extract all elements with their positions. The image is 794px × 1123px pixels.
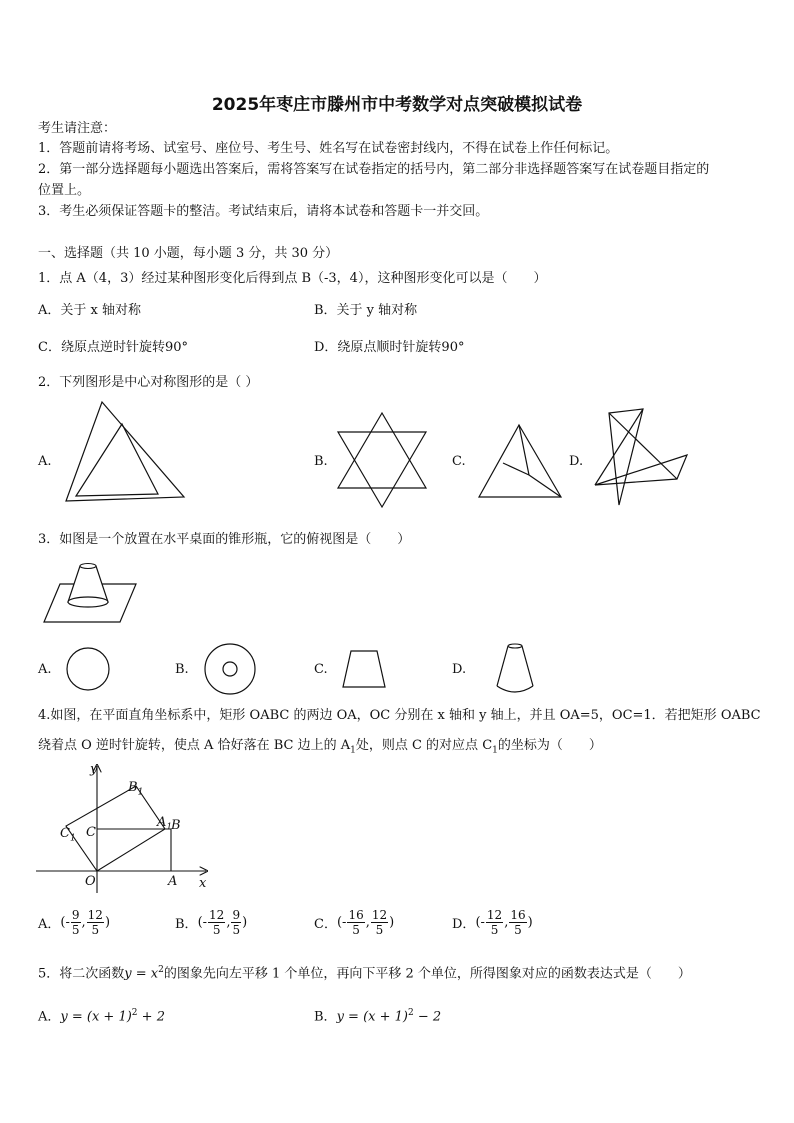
- q2-figure-d: [593, 409, 691, 507]
- notice-item-1: 1．答题前请将考场、试室号、座位号、考生号、姓名写在试卷密封线内，不得在试卷上作任何标记。: [38, 141, 619, 156]
- q4-label-b: B: [171, 818, 181, 833]
- q1-option-d[interactable]: D．绕原点顺时针旋转90°: [314, 340, 465, 355]
- q4-option-a[interactable]: A． ( - $\frac{9}{5}$ , $\frac{12}{5}$ ): [38, 908, 111, 937]
- q2-option-a-label[interactable]: A.: [38, 454, 52, 469]
- page-title: 2025年枣庄市滕州市中考数学对点突破模拟试卷: [211, 95, 583, 115]
- q4-label-o: O: [85, 874, 96, 889]
- q4-option-b[interactable]: B． ( - $\frac{12}{5}$ , $\frac{9}{5}$ ): [175, 908, 248, 937]
- q3-flask-figure: [40, 560, 140, 626]
- q1-option-b[interactable]: B．关于 y 轴对称: [314, 303, 418, 318]
- q3-option-d-label[interactable]: D.: [452, 662, 467, 677]
- notice-heading: 考生请注意：: [38, 121, 117, 136]
- q2-option-c-label[interactable]: C.: [452, 454, 466, 469]
- notice-item-2: 2．第一部分选择题每小题选出答案后，需将答案写在试卷指定的括号内，第二部分非选择题答案写在试卷题目指定的: [38, 162, 710, 177]
- q4-label-c1: $C_1$: [60, 826, 76, 844]
- q3-figure-d-frustum: [494, 642, 536, 696]
- q2-figure-a: [62, 402, 192, 502]
- q3-figure-b-rings: [204, 643, 256, 695]
- notice-item-3: 3．考生必须保证答题卡的整洁。考试结束后，请将本试卷和答题卡一并交回。: [38, 204, 489, 219]
- q2-stem: 2．下列图形是中心对称图形的是（ ）: [38, 375, 259, 390]
- q4-label-a: A: [168, 874, 178, 889]
- q4-option-d[interactable]: D． ( - $\frac{12}{5}$ , $\frac{16}{5}$ ): [452, 908, 533, 937]
- q2-option-d-label[interactable]: D.: [569, 454, 584, 469]
- q3-stem: 3．如图是一个放置在水平桌面的锥形瓶，它的俯视图是（ ）: [38, 532, 411, 547]
- q2-figure-b: [334, 411, 430, 509]
- q2-figure-c: [477, 423, 563, 499]
- q4-stem-line2: 绕着点 O 逆时针旋转，使点 A 恰好落在 BC 边上的 $A_1$处，则点 C 的对应点 $C_1$的坐标为（ ）: [38, 738, 602, 756]
- q4-label-x: x: [199, 876, 207, 891]
- q4-label-a1: $A_1$: [157, 815, 173, 833]
- q3-figure-a-circle: [66, 647, 110, 691]
- q5-option-b[interactable]: B．$y = (x + 1)^2 - 2$: [314, 1008, 442, 1025]
- q3-option-c-label[interactable]: C.: [314, 662, 328, 677]
- section-heading: 一、选择题（共 10 小题，每小题 3 分，共 30 分）: [38, 246, 339, 261]
- notice-item-2-cont: 位置上。: [38, 183, 91, 198]
- q4-label-y: y: [90, 762, 98, 777]
- q5-stem: 5．将二次函数$y = x^2$的图象先向左平移 1 个单位，再向下平移 2 个单位，所得图象对应的函数表达式是（ ）: [38, 965, 691, 982]
- q1-option-a[interactable]: A．关于 x 轴对称: [38, 303, 141, 318]
- q3-option-b-label[interactable]: B.: [175, 662, 189, 677]
- q3-figure-c-trapezoid: [341, 649, 387, 689]
- q4-label-b1: $B_1$: [128, 780, 144, 798]
- q4-label-c: C: [86, 825, 96, 840]
- q4-stem-line1: 4.如图，在平面直角坐标系中，矩形 OABC 的两边 OA，OC 分别在 x 轴和 y 轴上，并且 OA=5，OC=1．若把矩形 OABC: [38, 708, 761, 723]
- q1-option-c[interactable]: C．绕原点逆时针旋转90°: [38, 340, 188, 355]
- q2-option-b-label[interactable]: B.: [314, 454, 328, 469]
- q3-option-a-label[interactable]: A.: [38, 662, 52, 677]
- q4-option-c[interactable]: C． ( - $\frac{16}{5}$ , $\frac{12}{5}$ ): [314, 908, 395, 937]
- q5-option-a[interactable]: A．$y = (x + 1)^2 + 2$: [38, 1008, 165, 1025]
- q1-stem: 1．点 A（4，3）经过某种图形变化后得到点 B（-3，4），这种图形变化可以是（ ）: [38, 271, 547, 286]
